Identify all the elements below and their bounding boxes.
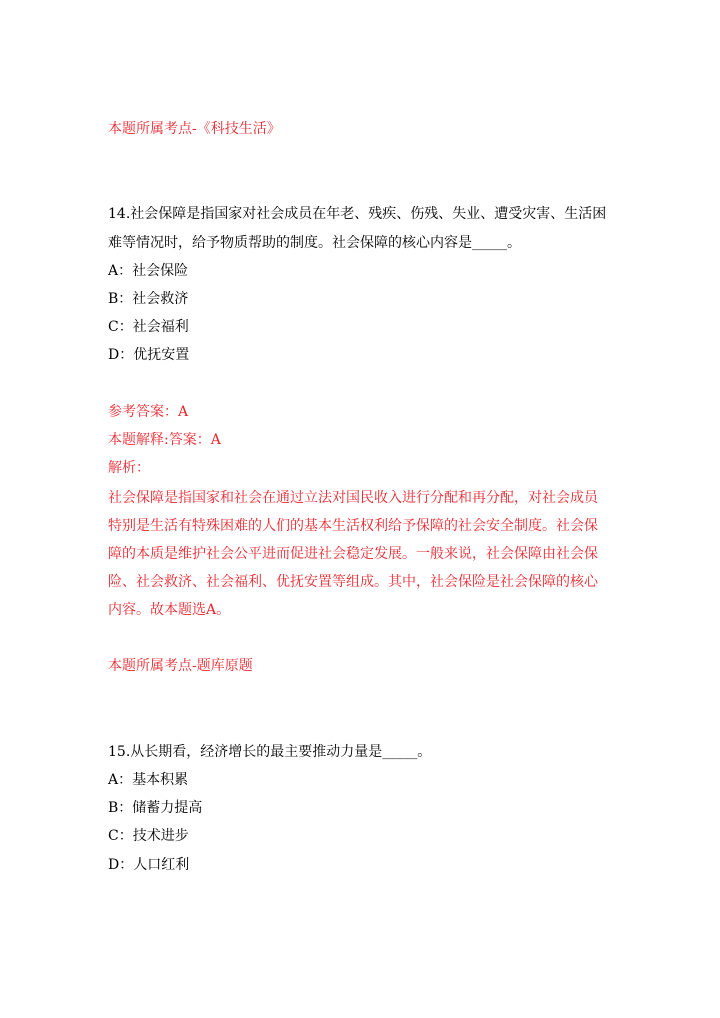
question-14-option-b: B：社会救济 <box>108 291 189 307</box>
topic-line-previous: 本题所属考点-《科技生活》 <box>108 121 281 137</box>
question-14-reference-answer: 参考答案：A <box>108 404 189 420</box>
question-15-stem: 15.从长期看，经济增长的最主要推动力量是_____。 <box>108 744 432 760</box>
question-14-topic-line: 本题所属考点-题库原题 <box>108 658 253 674</box>
question-15-option-d: D：人口红利 <box>108 857 190 873</box>
question-14-stem: 14.社会保障是指国家对社会成员在年老、残疾、伤残、失业、遭受灾害、生活困难等情况时，给予物质帮助的制度。社会保障的核心内容是_____。 <box>108 206 607 251</box>
question-14-analysis-text: 社会保障是指国家和社会在通过立法对国民收入进行分配和再分配，对社会成员特别是生活有特殊困难的人们的基本生活权利给予保障的社会安全制度。社会保障的本质是维护社会公平进而促进社会稳定发展。一般来说，社会保障由社会保险、社会救济、社会福利、优抚安置等组成。其中，社会保险是社会保障的核心内容。故本题选A。 <box>108 490 598 618</box>
question-15-option-c: C：技术进步 <box>108 828 189 844</box>
question-15-option-a: A：基本积累 <box>108 772 189 788</box>
question-14-option-c: C：社会福利 <box>108 319 189 335</box>
question-14-option-a: A：社会保险 <box>108 263 189 279</box>
question-14-explanation-answer: 本题解释:答案：A <box>108 432 221 448</box>
question-15-option-b: B：储蓄力提高 <box>108 800 203 816</box>
question-14-analysis-label: 解析： <box>108 460 150 476</box>
question-14-option-d: D：优抚安置 <box>108 347 190 363</box>
